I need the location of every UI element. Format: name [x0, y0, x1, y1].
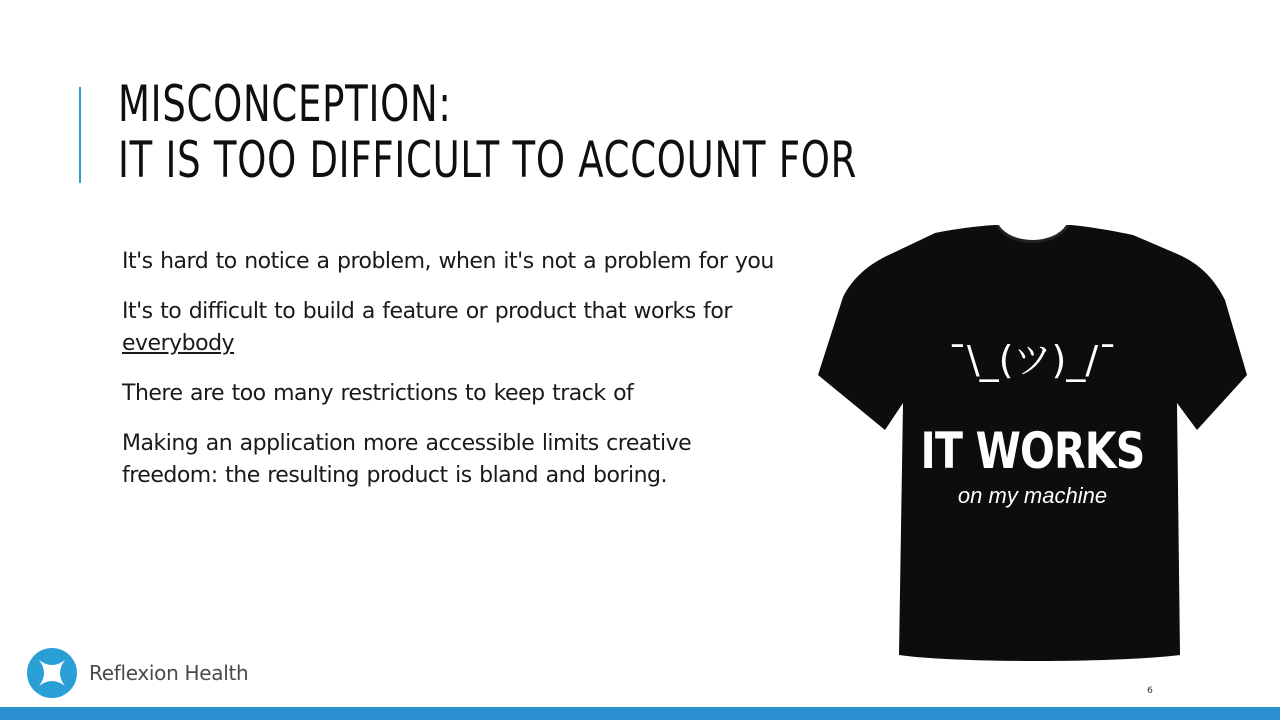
bullet-text: It's hard to notice a problem, when it's not a problem for you: [122, 249, 774, 274]
bullet-text: Making an application more accessible limits creative: [122, 431, 692, 456]
slide-title: [118, 76, 857, 188]
page-number: 6: [1147, 686, 1153, 696]
shrug-emoticon: ¯\_(ツ)_/¯: [947, 338, 1118, 382]
tshirt-headline: IT WORKS: [920, 422, 1145, 480]
company-logo: [27, 648, 248, 698]
bullet-item: [122, 378, 822, 410]
logo-text: Reflexion Health: [89, 661, 249, 685]
title-accent-bar: [79, 87, 81, 183]
title-line-2: IT IS TOO DIFFICULT TO ACCOUNT FOR: [118, 131, 858, 189]
tshirt-image: [815, 225, 1250, 665]
bullet-item: [122, 296, 822, 360]
bottom-band: [0, 707, 1280, 720]
bullet-text: It's to difficult to build a feature or product that works for: [122, 299, 732, 324]
underlined-word: everybody: [122, 331, 235, 356]
bullet-item: [122, 246, 822, 278]
bullet-list: [122, 246, 822, 510]
bullet-text: freedom: the resulting product is bland and boring.: [122, 463, 667, 488]
bullet-text: There are too many restrictions to keep track of: [122, 381, 634, 406]
bullet-item: [122, 428, 822, 492]
reflexion-health-logo-icon: [27, 648, 77, 698]
tshirt-subline: on my machine: [957, 483, 1108, 508]
title-line-1: MISCONCEPTION:: [118, 75, 452, 133]
